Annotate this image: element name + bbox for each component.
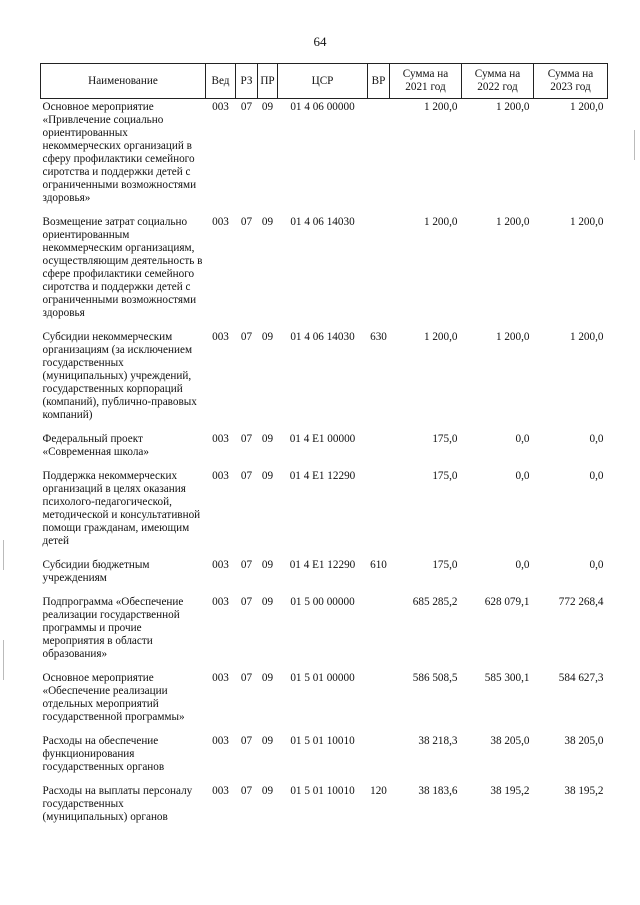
row-sum-2022: 38 195,2 [490, 785, 530, 797]
row-csr: 01 4 E1 12290 [289, 559, 356, 571]
scan-margin-mark [3, 640, 4, 680]
header-sum-2023: Сумма на 2023 год [534, 64, 608, 99]
row-pr: 09 [261, 596, 274, 608]
row-sum-2022: 628 079,1 [484, 596, 530, 608]
row-rz: 07 [240, 433, 253, 445]
row-sum-2023: 772 268,4 [558, 596, 604, 608]
header-pr: ПР [258, 64, 278, 99]
row-sum-2021: 586 508,5 [412, 672, 458, 684]
row-csr: 01 4 E1 12290 [289, 470, 356, 482]
row-sum-2023: 38 205,0 [564, 735, 604, 747]
row-name: Субсидии некоммерческим организациям (за исключением государственных (муниципальных) учреждений, государственных корпораций (компаний), публично-правовых компаний) [42, 331, 197, 421]
header-sum-2021: Сумма на 2021 год [390, 64, 462, 99]
row-sum-2023: 1 200,0 [569, 216, 604, 228]
table-row [41, 774, 608, 824]
row-ved: 003 [212, 596, 229, 608]
row-rz: 07 [240, 596, 253, 608]
row-ved: 003 [212, 735, 229, 747]
row-sum-2023: 0,0 [589, 470, 604, 482]
row-rz: 07 [240, 672, 253, 684]
header-sum-2022: Сумма на 2022 год [462, 64, 534, 99]
row-sum-2021: 38 183,6 [418, 785, 458, 797]
row-sum-2021: 175,0 [432, 433, 458, 445]
row-vr [368, 661, 390, 724]
row-pr: 09 [261, 672, 274, 684]
row-rz: 07 [240, 470, 253, 482]
row-sum-2021: 175,0 [432, 559, 458, 571]
table-row [41, 661, 608, 724]
row-vr: 120 [370, 785, 387, 797]
row-name: Поддержка некоммерческих организаций в целях оказания психолого-педагогической, методической и консультативной помощи гражданам, имеющим детей [42, 470, 201, 547]
row-vr: 610 [370, 559, 387, 571]
row-sum-2021: 38 218,3 [418, 735, 458, 747]
row-sum-2022: 585 300,1 [484, 672, 530, 684]
row-ved: 003 [212, 470, 229, 482]
row-sum-2021: 685 285,2 [412, 596, 458, 608]
row-rz: 07 [240, 101, 253, 113]
row-pr: 09 [261, 433, 274, 445]
row-vr [368, 205, 390, 320]
row-ved: 003 [212, 559, 229, 571]
header-ved: Вед [206, 64, 236, 99]
row-ved: 003 [212, 433, 229, 445]
table-row [41, 205, 608, 320]
row-csr: 01 4 E1 00000 [289, 433, 356, 445]
row-name: Основное мероприятие «Привлечение социально ориентированных некоммерческих организаций в сферу профилактики семейного сиротства и поддержки детей с ограниченными возможностями здоровья» [42, 101, 197, 204]
row-name: Подпрограмма «Обеспечение реализации государственной программы и прочие мероприятия в области образования» [42, 596, 184, 660]
budget-table [40, 63, 608, 824]
row-ved: 003 [212, 216, 229, 228]
row-rz: 07 [240, 216, 253, 228]
row-pr: 09 [261, 470, 274, 482]
row-name: Возмещение затрат социально ориентированным некоммерческим организациям, осуществляющим деятельность в сфере профилактики семейного сиротства и поддержки детей с ограниченными возможностями здоровья [42, 216, 203, 319]
row-sum-2023: 0,0 [589, 559, 604, 571]
row-name: Субсидии бюджетным учреждениям [42, 559, 150, 584]
header-rz: РЗ [236, 64, 258, 99]
row-csr: 01 4 06 14030 [290, 331, 355, 343]
row-rz: 07 [240, 331, 253, 343]
row-vr [368, 99, 390, 206]
row-sum-2021: 175,0 [432, 470, 458, 482]
row-name: Расходы на выплаты персоналу государственных (муниципальных) органов [42, 785, 193, 823]
row-csr: 01 5 01 10010 [290, 785, 355, 797]
header-csr: ЦСР [278, 64, 368, 99]
scan-margin-mark [3, 540, 4, 570]
row-pr: 09 [261, 559, 274, 571]
row-sum-2021: 1 200,0 [423, 331, 458, 343]
row-rz: 07 [240, 735, 253, 747]
table-row [41, 422, 608, 459]
row-sum-2022: 1 200,0 [495, 101, 530, 113]
row-csr: 01 5 00 00000 [290, 596, 355, 608]
table-header [41, 64, 608, 99]
row-ved: 003 [212, 785, 229, 797]
row-sum-2022: 0,0 [515, 433, 530, 445]
table-row [41, 459, 608, 548]
row-rz: 07 [240, 785, 253, 797]
table-row [41, 548, 608, 585]
row-pr: 09 [261, 216, 274, 228]
row-sum-2022: 38 205,0 [490, 735, 530, 747]
scan-margin-mark [634, 130, 635, 160]
row-sum-2022: 1 200,0 [495, 331, 530, 343]
row-sum-2023: 1 200,0 [569, 101, 604, 113]
row-ved: 003 [212, 101, 229, 113]
row-vr [368, 422, 390, 459]
row-vr: 630 [370, 331, 387, 343]
row-sum-2021: 1 200,0 [423, 216, 458, 228]
page-number: 64 [313, 34, 327, 49]
table-row [41, 724, 608, 774]
row-csr: 01 4 06 14030 [290, 216, 355, 228]
row-csr: 01 5 01 00000 [290, 672, 355, 684]
row-sum-2022: 0,0 [515, 470, 530, 482]
row-csr: 01 4 06 00000 [290, 101, 355, 113]
row-rz: 07 [240, 559, 253, 571]
row-sum-2023: 584 627,3 [558, 672, 604, 684]
row-sum-2022: 1 200,0 [495, 216, 530, 228]
row-vr [368, 585, 390, 661]
header-name: Наименование [41, 64, 206, 99]
row-csr: 01 5 01 10010 [290, 735, 355, 747]
table-row [41, 320, 608, 422]
row-sum-2023: 0,0 [589, 433, 604, 445]
row-pr: 09 [261, 101, 274, 113]
row-sum-2023: 1 200,0 [569, 331, 604, 343]
header-vr: ВР [368, 64, 390, 99]
row-vr [368, 724, 390, 774]
row-ved: 003 [212, 672, 229, 684]
row-pr: 09 [261, 785, 274, 797]
table-row [41, 99, 608, 206]
row-name: Федеральный проект «Современная школа» [42, 433, 149, 458]
row-sum-2022: 0,0 [515, 559, 530, 571]
table-row [41, 585, 608, 661]
row-sum-2021: 1 200,0 [423, 101, 458, 113]
row-sum-2023: 38 195,2 [564, 785, 604, 797]
row-pr: 09 [261, 735, 274, 747]
row-vr [368, 459, 390, 548]
row-name: Расходы на обеспечение функционирования государственных органов [42, 735, 165, 773]
row-pr: 09 [261, 331, 274, 343]
row-ved: 003 [212, 331, 229, 343]
table-body [41, 99, 608, 825]
row-name: Основное мероприятие «Обеспечение реализации отдельных мероприятий государственной программы» [42, 672, 185, 723]
